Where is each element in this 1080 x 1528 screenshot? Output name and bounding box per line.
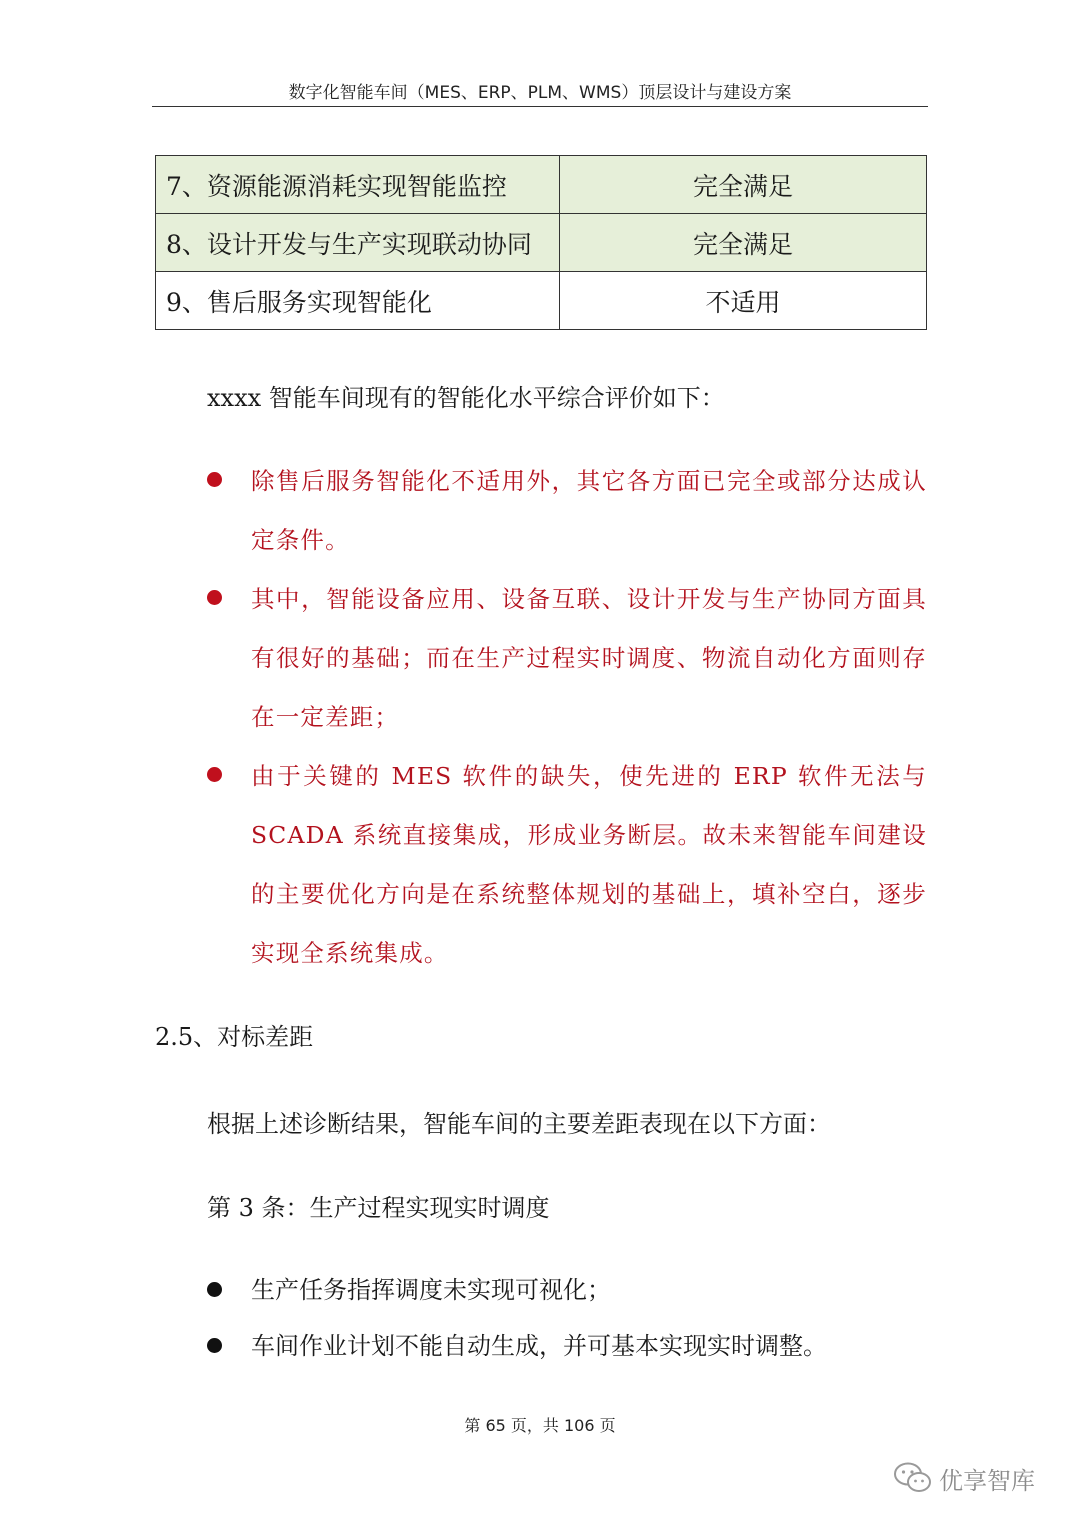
bullet-dot-icon (207, 1282, 222, 1297)
wechat-icon (893, 1461, 933, 1495)
header-divider (152, 106, 928, 107)
table-cell-item: 9、售后服务实现智能化 (156, 272, 560, 330)
table-row (156, 214, 927, 272)
bullet-dot-icon (207, 767, 222, 782)
table-cell-item: 7、资源能源消耗实现智能监控 (156, 156, 560, 214)
page-footer (152, 1413, 928, 1436)
bullet-text: 除售后服务智能化不适用外，其它各方面已完全或部分达成认定条件。 (251, 467, 927, 554)
list-item (207, 570, 927, 747)
table-cell-item: 8、设计开发与生产实现联动协同 (156, 214, 560, 272)
evaluation-bullet-list (207, 452, 927, 983)
gap-intro: 根据上述诊断结果，智能车间的主要差距表现在以下方面： (207, 1110, 831, 1138)
watermark (893, 1458, 1035, 1498)
gap-bullet-list (207, 1262, 927, 1374)
assessment-table (155, 155, 927, 330)
table-cell-result: 不适用 (560, 272, 927, 330)
list-item (207, 1262, 927, 1318)
section-heading: 2.5、对标差距 (155, 1023, 314, 1051)
page-number: 第 65 页，共 106 页 (464, 1416, 616, 1435)
gap-item-title: 第 3 条：生产过程实现实时调度 (207, 1194, 550, 1222)
watermark-text: 优享智库 (939, 1466, 1035, 1495)
bullet-dot-icon (207, 472, 222, 487)
bullet-dot-icon (207, 1338, 222, 1353)
table-cell-result: 完全满足 (560, 214, 927, 272)
list-item (207, 1318, 927, 1374)
evaluation-intro: xxxx 智能车间现有的智能化水平综合评价如下： (207, 384, 725, 412)
list-item (207, 747, 927, 983)
table-cell-result: 完全满足 (560, 156, 927, 214)
table-row (156, 272, 927, 330)
bullet-text: 生产任务指挥调度未实现可视化； (251, 1276, 611, 1304)
bullet-text: 由于关键的 MES 软件的缺失，使先进的 ERP 软件无法与 SCADA 系统直接集成，形成业务断层。故未来智能车间建设的主要优化方向是在系统整体规划的基础上，填补空白，逐步实现全系统集成。 (251, 762, 927, 967)
bullet-text: 其中，智能设备应用、设备互联、设计开发与生产协同方面具有很好的基础；而在生产过程实时调度、物流自动化方面则存在一定差距； (251, 585, 927, 731)
bullet-text: 车间作业计划不能自动生成，并可基本实现实时调整。 (251, 1332, 827, 1360)
table-row (156, 156, 927, 214)
list-item (207, 452, 927, 570)
page-header-title: 数字化智能车间（MES、ERP、PLM、WMS）顶层设计与建设方案 (288, 83, 792, 103)
bullet-dot-icon (207, 590, 222, 605)
